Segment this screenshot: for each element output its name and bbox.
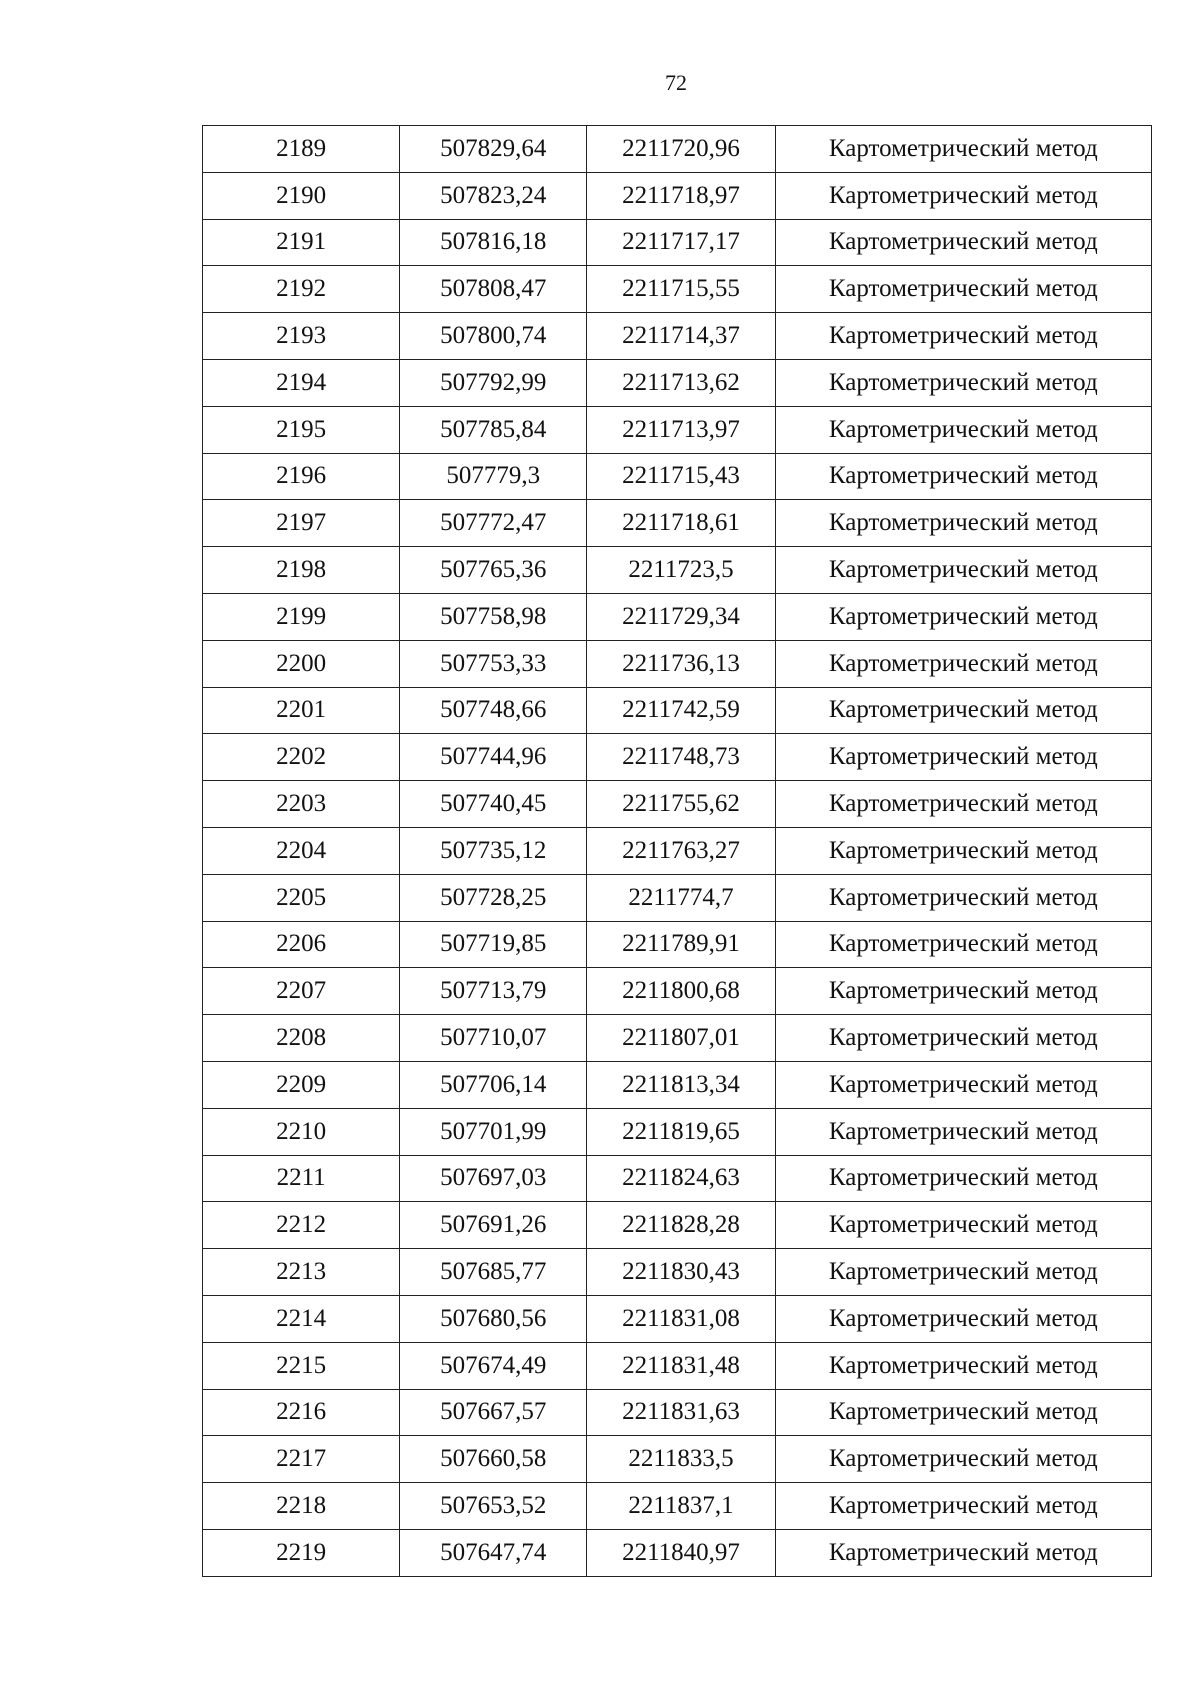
x-coordinate-cell: 507691,26 <box>400 1202 587 1249</box>
point-number-cell: 2192 <box>203 266 400 313</box>
method-cell: Картометрический метод <box>775 1483 1151 1530</box>
point-number-cell: 2208 <box>203 1015 400 1062</box>
method-cell: Картометрический метод <box>775 781 1151 828</box>
x-coordinate-cell: 507685,77 <box>400 1249 587 1296</box>
x-coordinate-cell: 507660,58 <box>400 1436 587 1483</box>
point-number-cell: 2191 <box>203 219 400 266</box>
x-coordinate-cell: 507674,49 <box>400 1342 587 1389</box>
y-coordinate-cell: 2211715,43 <box>587 453 775 500</box>
method-cell: Картометрический метод <box>775 406 1151 453</box>
method-cell: Картометрический метод <box>775 827 1151 874</box>
point-number-cell: 2212 <box>203 1202 400 1249</box>
x-coordinate-cell: 507765,36 <box>400 547 587 594</box>
x-coordinate-cell: 507785,84 <box>400 406 587 453</box>
point-number-cell: 2213 <box>203 1249 400 1296</box>
y-coordinate-cell: 2211718,61 <box>587 500 775 547</box>
x-coordinate-cell: 507753,33 <box>400 640 587 687</box>
method-cell: Картометрический метод <box>775 734 1151 781</box>
x-coordinate-cell: 507653,52 <box>400 1483 587 1530</box>
point-number-cell: 2205 <box>203 874 400 921</box>
method-cell: Картометрический метод <box>775 1529 1151 1576</box>
method-cell: Картометрический метод <box>775 968 1151 1015</box>
y-coordinate-cell: 2211717,17 <box>587 219 775 266</box>
page-number: 72 <box>665 70 687 95</box>
table-row <box>203 1529 1152 1576</box>
y-coordinate-cell: 2211755,62 <box>587 781 775 828</box>
point-number-cell: 2204 <box>203 827 400 874</box>
point-number-cell: 2189 <box>203 126 400 173</box>
point-number-cell: 2195 <box>203 406 400 453</box>
x-coordinate-cell: 507647,74 <box>400 1529 587 1576</box>
point-number-cell: 2210 <box>203 1108 400 1155</box>
table-row <box>203 1389 1152 1436</box>
y-coordinate-cell: 2211819,65 <box>587 1108 775 1155</box>
y-coordinate-cell: 2211831,63 <box>587 1389 775 1436</box>
x-coordinate-cell: 507792,99 <box>400 359 587 406</box>
method-cell: Картометрический метод <box>775 1155 1151 1202</box>
table-row <box>203 874 1152 921</box>
x-coordinate-cell: 507713,79 <box>400 968 587 1015</box>
method-cell: Картометрический метод <box>775 1249 1151 1296</box>
y-coordinate-cell: 2211824,63 <box>587 1155 775 1202</box>
y-coordinate-cell: 2211807,01 <box>587 1015 775 1062</box>
table-row <box>203 359 1152 406</box>
y-coordinate-cell: 2211729,34 <box>587 593 775 640</box>
method-cell: Картометрический метод <box>775 266 1151 313</box>
x-coordinate-cell: 507808,47 <box>400 266 587 313</box>
point-number-cell: 2202 <box>203 734 400 781</box>
table-row <box>203 1342 1152 1389</box>
point-number-cell: 2203 <box>203 781 400 828</box>
method-cell: Картометрический метод <box>775 313 1151 360</box>
point-number-cell: 2219 <box>203 1529 400 1576</box>
y-coordinate-cell: 2211833,5 <box>587 1436 775 1483</box>
table-row <box>203 1295 1152 1342</box>
y-coordinate-cell: 2211789,91 <box>587 921 775 968</box>
table-row <box>203 547 1152 594</box>
y-coordinate-cell: 2211713,97 <box>587 406 775 453</box>
y-coordinate-cell: 2211831,48 <box>587 1342 775 1389</box>
y-coordinate-cell: 2211813,34 <box>587 1061 775 1108</box>
method-cell: Картометрический метод <box>775 1108 1151 1155</box>
y-coordinate-cell: 2211800,68 <box>587 968 775 1015</box>
table-row <box>203 453 1152 500</box>
table-row <box>203 1483 1152 1530</box>
method-cell: Картометрический метод <box>775 1436 1151 1483</box>
method-cell: Картометрический метод <box>775 1389 1151 1436</box>
table-row <box>203 781 1152 828</box>
y-coordinate-cell: 2211748,73 <box>587 734 775 781</box>
y-coordinate-cell: 2211828,28 <box>587 1202 775 1249</box>
x-coordinate-cell: 507701,99 <box>400 1108 587 1155</box>
point-number-cell: 2193 <box>203 313 400 360</box>
y-coordinate-cell: 2211713,62 <box>587 359 775 406</box>
y-coordinate-cell: 2211723,5 <box>587 547 775 594</box>
x-coordinate-cell: 507800,74 <box>400 313 587 360</box>
table-row <box>203 266 1152 313</box>
coordinates-table <box>202 125 1152 1577</box>
table-body <box>203 126 1152 1577</box>
table-row <box>203 1436 1152 1483</box>
x-coordinate-cell: 507719,85 <box>400 921 587 968</box>
table-row <box>203 593 1152 640</box>
table-row <box>203 1249 1152 1296</box>
table-row <box>203 313 1152 360</box>
table-row <box>203 1061 1152 1108</box>
table-row <box>203 921 1152 968</box>
table-row <box>203 968 1152 1015</box>
point-number-cell: 2201 <box>203 687 400 734</box>
method-cell: Картометрический метод <box>775 172 1151 219</box>
method-cell: Картометрический метод <box>775 219 1151 266</box>
x-coordinate-cell: 507706,14 <box>400 1061 587 1108</box>
y-coordinate-cell: 2211831,08 <box>587 1295 775 1342</box>
point-number-cell: 2215 <box>203 1342 400 1389</box>
x-coordinate-cell: 507772,47 <box>400 500 587 547</box>
point-number-cell: 2217 <box>203 1436 400 1483</box>
y-coordinate-cell: 2211718,97 <box>587 172 775 219</box>
method-cell: Картометрический метод <box>775 921 1151 968</box>
y-coordinate-cell: 2211742,59 <box>587 687 775 734</box>
method-cell: Картометрический метод <box>775 1015 1151 1062</box>
method-cell: Картометрический метод <box>775 126 1151 173</box>
table-row <box>203 406 1152 453</box>
method-cell: Картометрический метод <box>775 1295 1151 1342</box>
x-coordinate-cell: 507823,24 <box>400 172 587 219</box>
y-coordinate-cell: 2211714,37 <box>587 313 775 360</box>
y-coordinate-cell: 2211763,27 <box>587 827 775 874</box>
table-row <box>203 827 1152 874</box>
point-number-cell: 2218 <box>203 1483 400 1530</box>
method-cell: Картометрический метод <box>775 547 1151 594</box>
method-cell: Картометрический метод <box>775 687 1151 734</box>
table-row <box>203 1155 1152 1202</box>
method-cell: Картометрический метод <box>775 593 1151 640</box>
point-number-cell: 2209 <box>203 1061 400 1108</box>
point-number-cell: 2211 <box>203 1155 400 1202</box>
point-number-cell: 2196 <box>203 453 400 500</box>
x-coordinate-cell: 507680,56 <box>400 1295 587 1342</box>
x-coordinate-cell: 507744,96 <box>400 734 587 781</box>
table-row <box>203 500 1152 547</box>
x-coordinate-cell: 507758,98 <box>400 593 587 640</box>
y-coordinate-cell: 2211774,7 <box>587 874 775 921</box>
x-coordinate-cell: 507710,07 <box>400 1015 587 1062</box>
y-coordinate-cell: 2211736,13 <box>587 640 775 687</box>
table-row <box>203 172 1152 219</box>
method-cell: Картометрический метод <box>775 453 1151 500</box>
point-number-cell: 2198 <box>203 547 400 594</box>
table-row <box>203 219 1152 266</box>
table-row <box>203 126 1152 173</box>
x-coordinate-cell: 507748,66 <box>400 687 587 734</box>
point-number-cell: 2194 <box>203 359 400 406</box>
y-coordinate-cell: 2211720,96 <box>587 126 775 173</box>
point-number-cell: 2207 <box>203 968 400 1015</box>
point-number-cell: 2200 <box>203 640 400 687</box>
x-coordinate-cell: 507735,12 <box>400 827 587 874</box>
x-coordinate-cell: 507816,18 <box>400 219 587 266</box>
method-cell: Картометрический метод <box>775 359 1151 406</box>
table-row <box>203 1202 1152 1249</box>
table-row <box>203 1015 1152 1062</box>
method-cell: Картометрический метод <box>775 500 1151 547</box>
point-number-cell: 2197 <box>203 500 400 547</box>
x-coordinate-cell: 507697,03 <box>400 1155 587 1202</box>
table-row <box>203 1108 1152 1155</box>
x-coordinate-cell: 507728,25 <box>400 874 587 921</box>
y-coordinate-cell: 2211840,97 <box>587 1529 775 1576</box>
point-number-cell: 2199 <box>203 593 400 640</box>
y-coordinate-cell: 2211837,1 <box>587 1483 775 1530</box>
table-row <box>203 734 1152 781</box>
point-number-cell: 2190 <box>203 172 400 219</box>
method-cell: Картометрический метод <box>775 1061 1151 1108</box>
y-coordinate-cell: 2211715,55 <box>587 266 775 313</box>
method-cell: Картометрический метод <box>775 1202 1151 1249</box>
method-cell: Картометрический метод <box>775 640 1151 687</box>
x-coordinate-cell: 507829,64 <box>400 126 587 173</box>
y-coordinate-cell: 2211830,43 <box>587 1249 775 1296</box>
method-cell: Картометрический метод <box>775 1342 1151 1389</box>
point-number-cell: 2216 <box>203 1389 400 1436</box>
method-cell: Картометрический метод <box>775 874 1151 921</box>
x-coordinate-cell: 507667,57 <box>400 1389 587 1436</box>
x-coordinate-cell: 507740,45 <box>400 781 587 828</box>
point-number-cell: 2206 <box>203 921 400 968</box>
point-number-cell: 2214 <box>203 1295 400 1342</box>
table-row <box>203 687 1152 734</box>
table-row <box>203 640 1152 687</box>
x-coordinate-cell: 507779,3 <box>400 453 587 500</box>
